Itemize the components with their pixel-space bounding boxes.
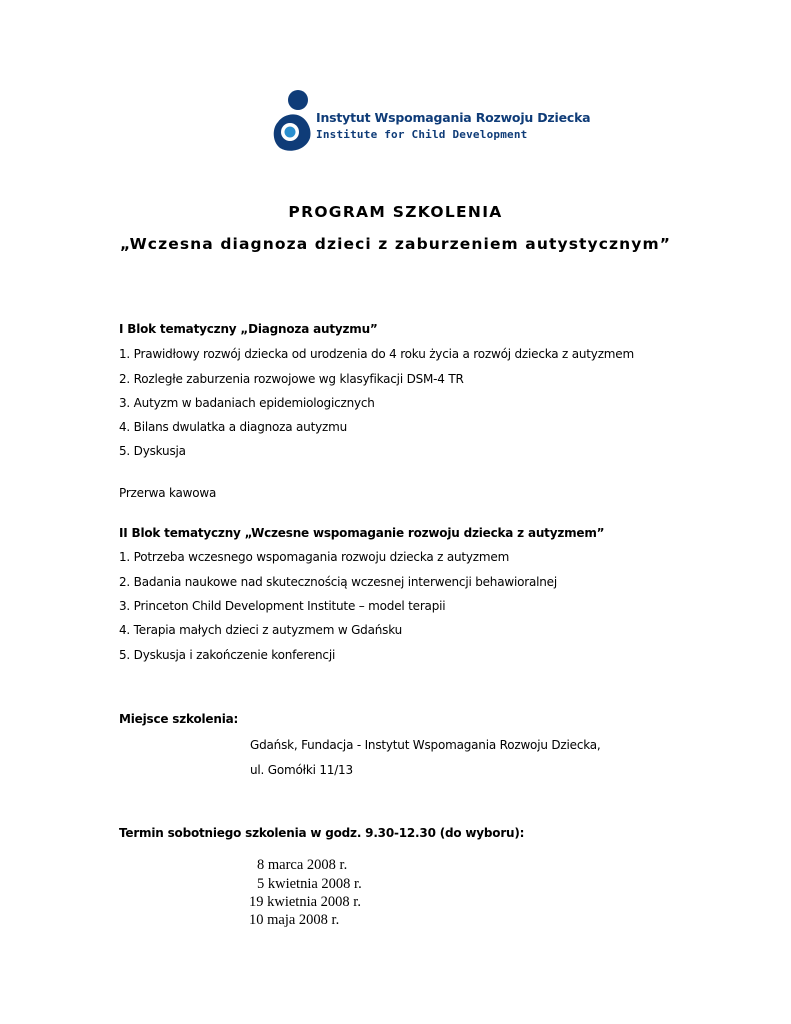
block2-item: 5. Dyskusja i zakończenie konferencji: [119, 648, 336, 662]
coffee-break: Przerwa kawowa: [119, 486, 217, 500]
document-title: PROGRAM SZKOLENIA: [288, 203, 503, 221]
institute-logo: [268, 88, 591, 152]
block1-item: 2. Rozległe zaburzenia rozwojowe wg klasyfikacji DSM-4 TR: [119, 372, 464, 386]
schedule-date: 19 kwietnia 2008 r.: [249, 894, 361, 910]
logo-name-english: Institute for Child Development: [316, 128, 528, 141]
location-address-line1: Gdańsk, Fundacja - Instytut Wspomagania Rozwoju Dziecka,: [250, 738, 601, 752]
block2-heading: II Blok tematyczny „Wczesne wspomaganie rozwoju dziecka z autyzmem”: [119, 526, 605, 540]
location-label: Miejsce szkolenia:: [119, 712, 239, 726]
block2-item: 2. Badania naukowe nad skutecznością wczesnej interwencji behawioralnej: [119, 575, 557, 589]
logo-name-polish: Instytut Wspomagania Rozwoju Dziecka: [316, 110, 591, 125]
document-subtitle: „Wczesna diagnoza dzieci z zaburzeniem autystycznym”: [119, 235, 672, 253]
location-address-line2: ul. Gomółki 11/13: [250, 763, 353, 777]
block2-item: 3. Princeton Child Development Institute – model terapii: [119, 599, 446, 613]
block1-item: 5. Dyskusja: [119, 444, 186, 458]
block1-heading: I Blok tematyczny „Diagnoza autyzmu”: [119, 322, 378, 336]
block1-item: 3. Autyzm w badaniach epidemiologicznych: [119, 396, 375, 410]
schedule-date: 5 kwietnia 2008 r.: [257, 876, 362, 892]
schedule-label: Termin sobotniego szkolenia w godz. 9.30-12.30 (do wyboru):: [119, 826, 525, 840]
schedule-date: 8 marca 2008 r.: [257, 857, 348, 873]
block2-item: 1. Potrzeba wczesnego wspomagania rozwoju dziecka z autyzmem: [119, 550, 510, 564]
block1-item: 4. Bilans dwulatka a diagnoza autyzmu: [119, 420, 347, 434]
schedule-date: 10 maja 2008 r.: [249, 912, 340, 928]
block2-item: 4. Terapia małych dzieci z autyzmem w Gdańsku: [119, 623, 402, 637]
child-figure-icon: [268, 88, 314, 152]
block1-item: 1. Prawidłowy rozwój dziecka od urodzenia do 4 roku życia a rozwój dziecka z autyzmem: [119, 347, 634, 361]
